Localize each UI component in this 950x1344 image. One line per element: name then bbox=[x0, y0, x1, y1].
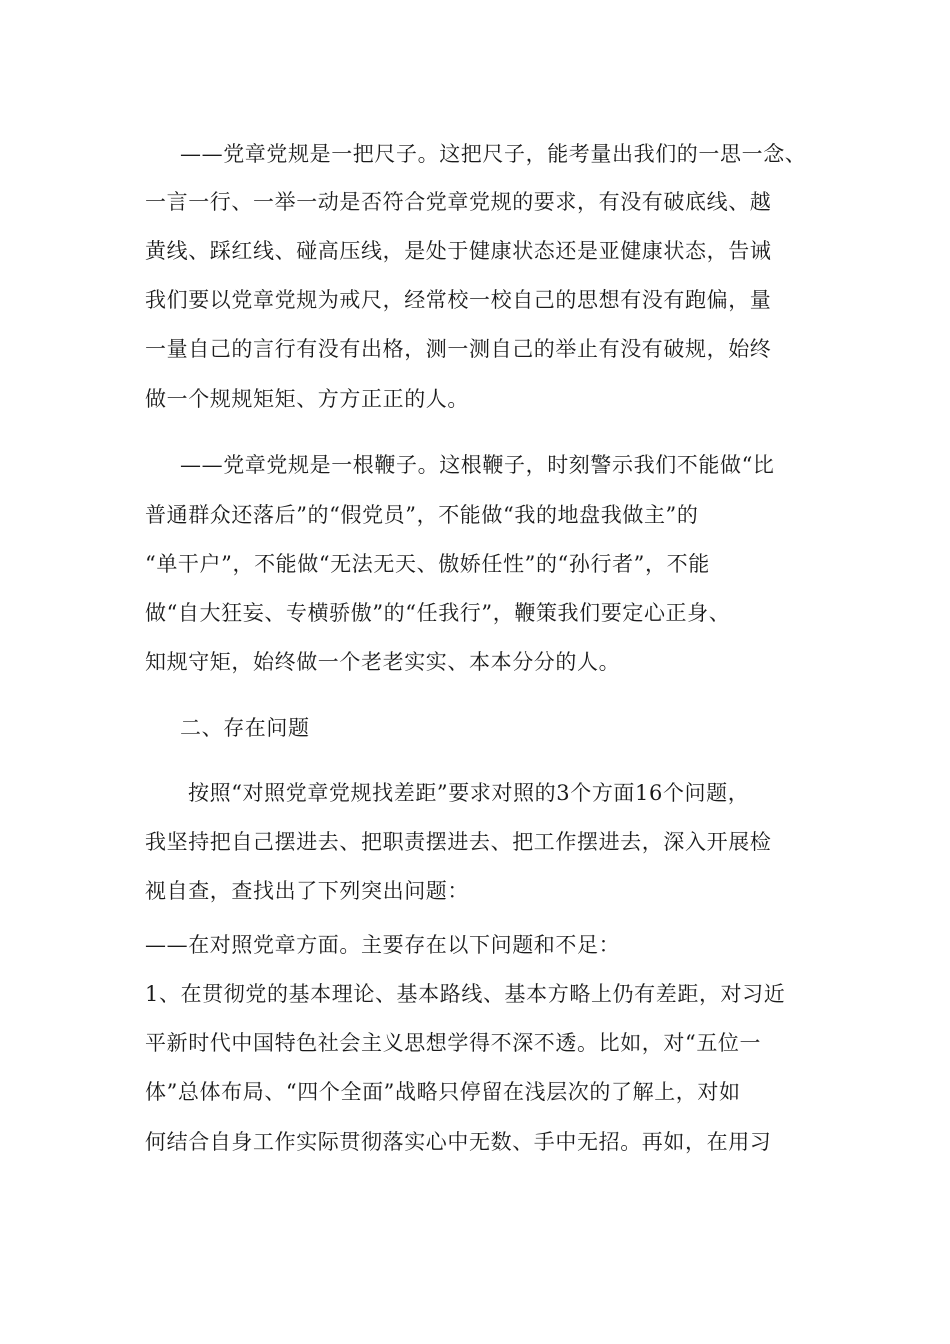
para1-line-5: 一量自己的言行有没有出格，测一测自己的举止有没有破规，始终 bbox=[145, 337, 772, 361]
para1-line-6: 做一个规规矩矩、方方正正的人。 bbox=[145, 387, 469, 411]
para1-line-4: 我们要以党章党规为戒尺，经常校一校自己的思想有没有跑偏，量 bbox=[145, 288, 772, 312]
para1-line-2: 一言一行、一举一动是否符合党章党规的要求，有没有破底线、越 bbox=[145, 190, 772, 214]
para2-line-3: “单干户”，不能做“无法无天、傲娇任性”的“孙行者”，不能 bbox=[145, 552, 710, 576]
para3-line-3: 视自查，查找出了下列突出问题： bbox=[145, 879, 469, 903]
para2-line-1: ——党章党规是一根鞭子。这根鞭子，时刻警示我们不能做“比 bbox=[180, 453, 775, 477]
para4-line-1: 1、在贯彻党的基本理论、基本路线、基本方略上仍有差距，对习近 bbox=[145, 982, 786, 1006]
para2-line-4: 做“自大狂妄、专横骄傲”的“任我行”，鞭策我们要定心正身、 bbox=[145, 601, 731, 625]
subheading: ——在对照党章方面。主要存在以下问题和不足： bbox=[145, 933, 621, 957]
para4-line-4: 何结合自身工作实际贯彻落实心中无数、手中无招。再如，在用习 bbox=[145, 1130, 772, 1154]
para2-line-2: 普通群众还落后”的“假党员”，不能做“我的地盘我做主”的 bbox=[145, 503, 699, 527]
para4-line-2: 平新时代中国特色社会主义思想学得不深不透。比如，对“五位一 bbox=[145, 1031, 762, 1055]
para3-line-2: 我坚持把自己摆进去、把职责摆进去、把工作摆进去，深入开展检 bbox=[145, 830, 772, 854]
para4-line-3: 体”总体布局、“四个全面”战略只停留在浅层次的了解上，对如 bbox=[145, 1080, 741, 1104]
para2-line-5: 知规守矩，始终做一个老老实实、本本分分的人。 bbox=[145, 650, 621, 674]
para3-line-1: 按照“对照党章党规找差距”要求对照的3个方面16个问题， bbox=[188, 781, 750, 805]
section-heading: 二、存在问题 bbox=[180, 716, 310, 740]
para1-line-3: 黄线、踩红线、碰高压线，是处于健康状态还是亚健康状态，告诫 bbox=[145, 239, 772, 263]
para1-line-1: ——党章党规是一把尺子。这把尺子，能考量出我们的一思一念、 bbox=[180, 142, 807, 166]
